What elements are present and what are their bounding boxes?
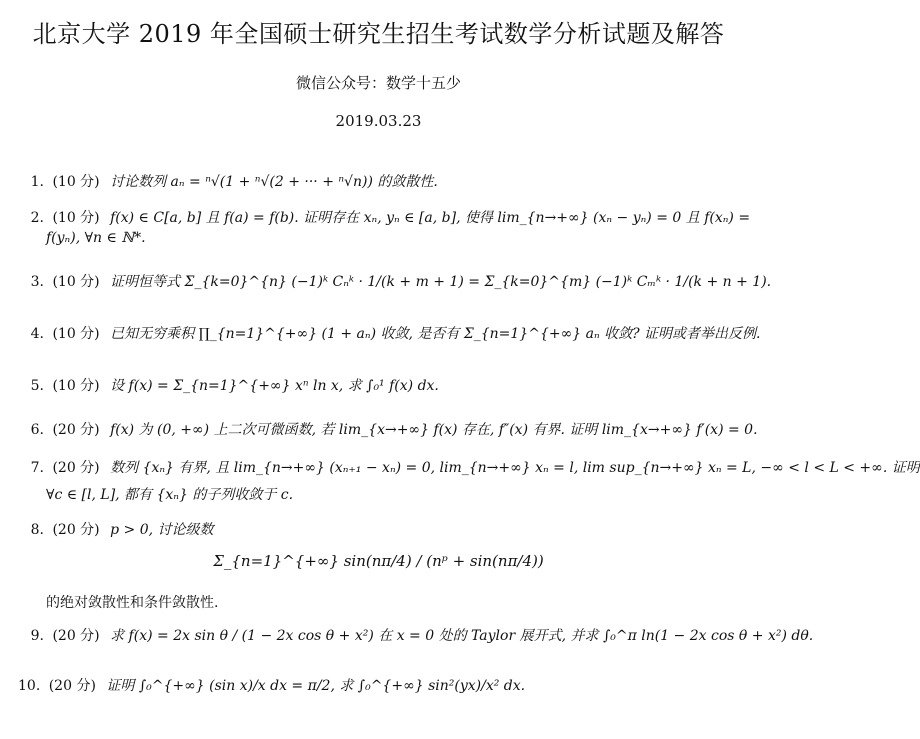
problem-points: (10 分): [52, 174, 100, 190]
problem-points: (20 分): [48, 678, 96, 694]
problem-text: p > 0, 讨论级数: [110, 522, 214, 538]
problem-7: [26, 458, 920, 478]
problem-7-continuation: ∀c ∈ [l, L], 都有 {xₙ} 的子列收敛于 c.: [46, 487, 294, 503]
problem-8-series-formula: Σ_{n=1}^{+∞} sin(nπ/4) / (nᵖ + sin(nπ/4)): [213, 552, 544, 570]
problem-number: 8.: [30, 522, 44, 538]
problem-number: 6.: [30, 422, 44, 438]
problem-text: 数列 {xₙ} 有界, 且 lim_{n→+∞} (xₙ₊₁ − xₙ) = 0, lim_{n→+∞} xₙ = l, lim sup_{n→+∞} xₙ = L, −∞ < l < L < +∞. 证明: [110, 460, 920, 476]
problem-8-continuation: 的绝对敛散性和条件敛散性.: [46, 595, 219, 611]
problem-points: (20 分): [52, 628, 100, 644]
wechat-subtitle: 微信公众号：数学十五少: [295, 74, 461, 92]
problem-number: 3.: [30, 274, 44, 290]
problem-text: 证明恒等式 Σ_{k=0}^{n} (−1)ᵏ Cₙᵏ · 1/(k + m + 1) = Σ_{k=0}^{m} (−1)ᵏ Cₘᵏ · 1/(k + n + 1).: [110, 274, 772, 290]
problem-text: 设 f(x) = Σ_{n=1}^{+∞} xⁿ ln x, 求 ∫₀¹ f(x) dx.: [110, 378, 439, 394]
problem-number: 7.: [30, 460, 44, 476]
problem-text: 求 f(x) = 2x sin θ / (1 − 2x cos θ + x²) 在 x = 0 处的 Taylor 展开式, 并求 ∫₀^π ln(1 − 2x cos θ + x²) dθ.: [110, 628, 814, 644]
problem-4: [26, 324, 760, 344]
problem-text: 已知无穷乘积 ∏_{n=1}^{+∞} (1 + aₙ) 收敛, 是否有 Σ_{n=1}^{+∞} aₙ 收敛? 证明或者举出反例.: [110, 326, 761, 342]
problem-8: [26, 520, 214, 540]
problem-points: (10 分): [52, 378, 100, 394]
problem-number: 2.: [30, 210, 44, 226]
problem-5: [26, 376, 439, 396]
problem-text: 讨论数列 aₙ = ⁿ√(1 + ⁿ√(2 + ··· + ⁿ√n)) 的敛散性.: [110, 174, 438, 190]
problem-number: 9.: [30, 628, 44, 644]
problem-1: [26, 172, 438, 192]
problem-2: [26, 208, 750, 228]
page-title: 北京大学 2019 年全国硕士研究生招生考试数学分析试题及解答: [32, 20, 725, 48]
problem-points: (10 分): [52, 326, 100, 342]
problem-text: f(x) ∈ C[a, b] 且 f(a) = f(b). 证明存在 xₙ, yₙ ∈ [a, b], 使得 lim_{n→+∞} (xₙ − yₙ) = 0 且 f(xₙ) =: [110, 210, 751, 226]
problem-points: (10 分): [52, 274, 100, 290]
problem-number: 4.: [30, 326, 44, 342]
problem-2-continuation: f(yₙ), ∀n ∈ ℕ*.: [46, 230, 146, 246]
problem-points: (10 分): [52, 210, 100, 226]
problem-10: [18, 676, 525, 696]
problem-text: 证明 ∫₀^{+∞} (sin x)/x dx = π/2, 求 ∫₀^{+∞} sin²(yx)/x² dx.: [106, 678, 526, 694]
exam-date: 2019.03.23: [335, 112, 422, 130]
problem-3: [26, 272, 771, 292]
problem-points: (20 分): [52, 460, 100, 476]
problem-9: [26, 626, 813, 646]
problem-text: f(x) 为 (0, +∞) 上二次可微函数, 若 lim_{x→+∞} f(x) 存在, f″(x) 有界. 证明 lim_{x→+∞} f′(x) = 0.: [110, 422, 758, 438]
problem-6: [26, 420, 758, 440]
problem-points: (20 分): [52, 422, 100, 438]
problem-points: (20 分): [52, 522, 100, 538]
problem-number: 10.: [18, 678, 41, 694]
problem-number: 1.: [30, 174, 44, 190]
problem-number: 5.: [30, 378, 44, 394]
